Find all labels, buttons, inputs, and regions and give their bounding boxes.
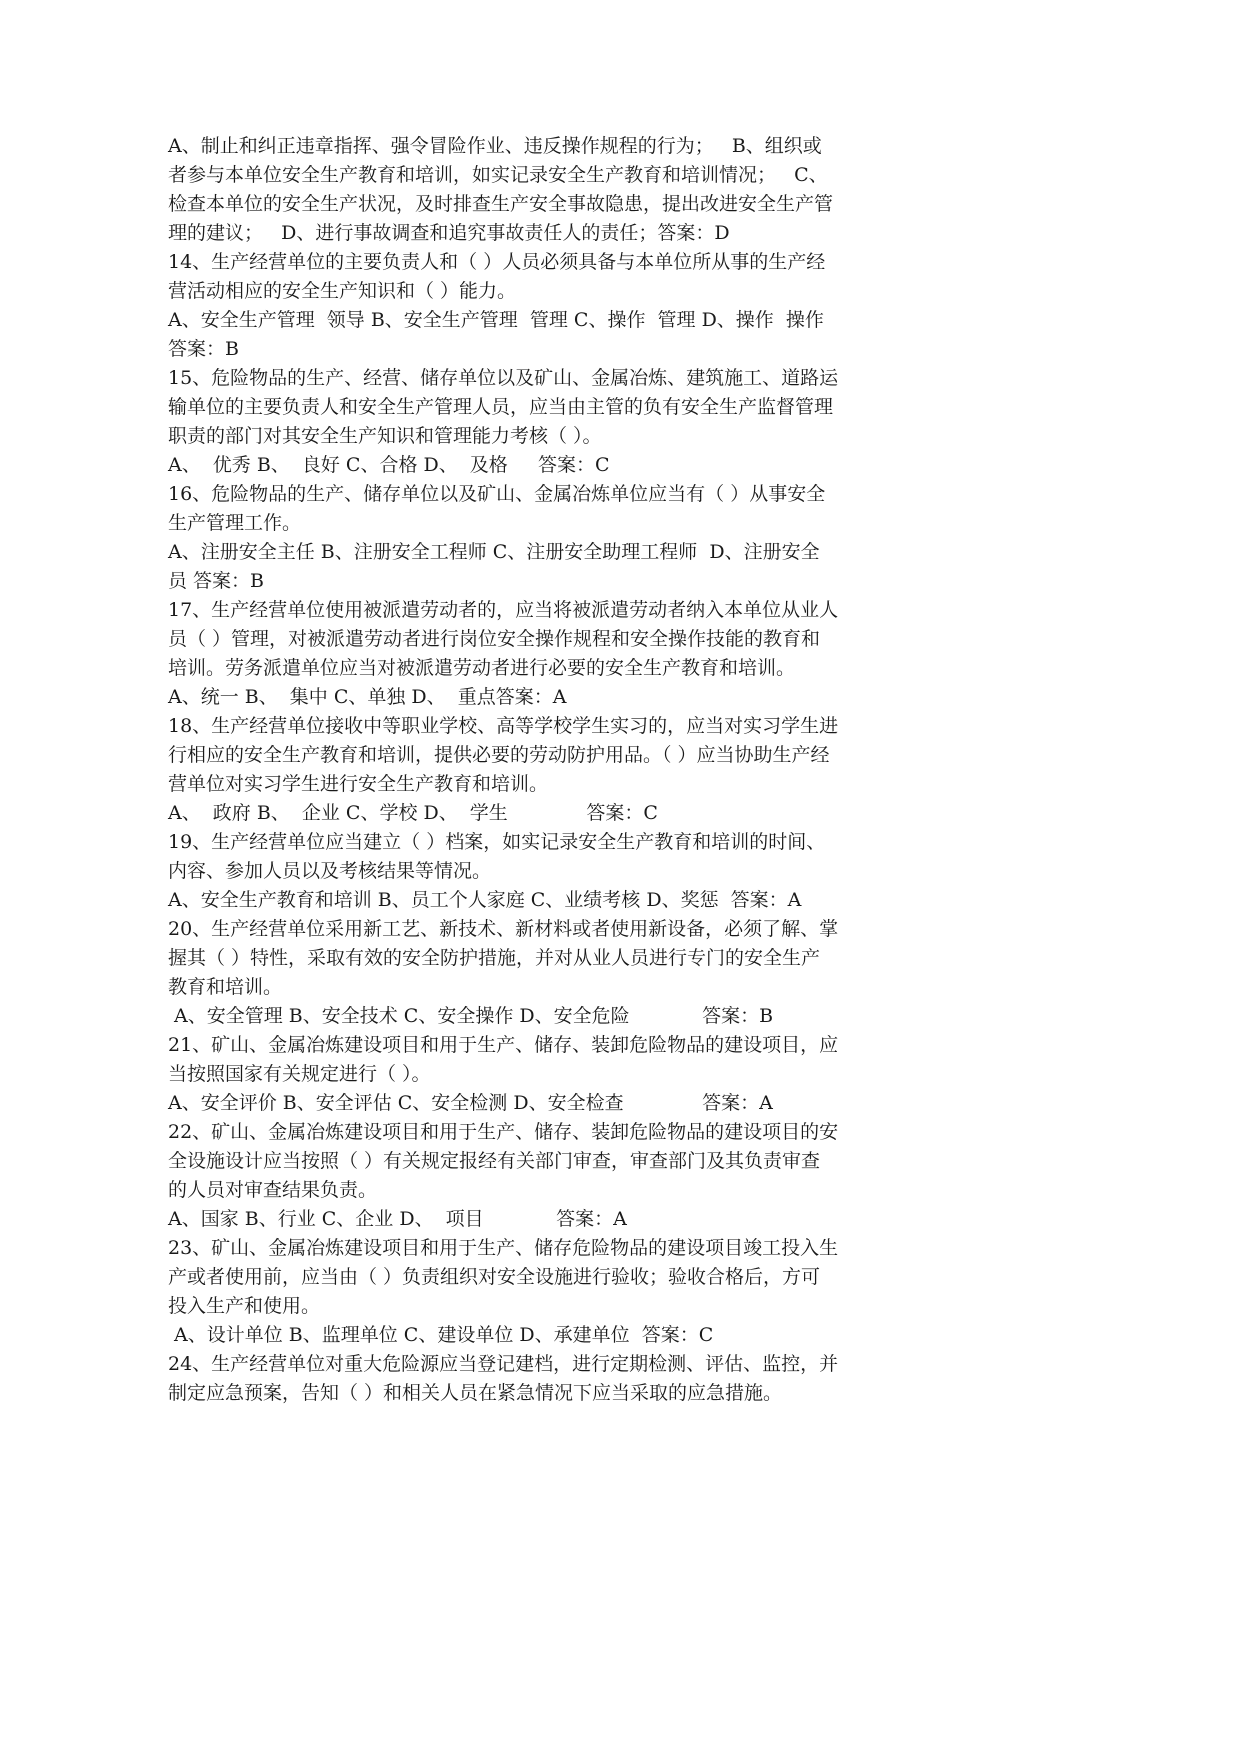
question-19-line: 19、生产经营单位应当建立（ ）档案，如实记录安全生产教育和培训的时间、: [168, 831, 826, 853]
text-line: 产或者使用前，应当由（ ）负责组织对安全设施进行验收；验收合格后，方可: [168, 1266, 821, 1288]
text-line: 的人员对审查结果负责。: [168, 1179, 378, 1201]
text-line: 职责的部门对其安全生产知识和管理能力考核（ ）。: [168, 425, 602, 447]
text-line: 检查本单位的安全生产状况，及时排查生产安全事故隐患，提出改进安全生产管: [168, 193, 834, 215]
text-line: 输单位的主要负责人和安全生产管理人员，应当由主管的负有安全生产监督管理: [168, 396, 834, 418]
question-15-line: 15、危险物品的生产、经营、储存单位以及矿山、金属冶炼、建筑施工、道路运: [168, 367, 839, 389]
options-line: A、安全生产管理 领导 B、安全生产管理 管理 C、操作 管理 D、操作 操作: [168, 309, 824, 331]
text-line: 制定应急预案，告知（ ）和相关人员在紧急情况下应当采取的应急措施。: [168, 1382, 783, 1404]
options-line: A、 优秀 B、 良好 C、合格 D、 及格 答案：C: [168, 454, 610, 476]
question-17-line: 17、生产经营单位使用被派遣劳动者的，应当将被派遣劳动者纳入本单位从业人: [168, 599, 839, 621]
text-line: 员（ ）管理，对被派遣劳动者进行岗位安全操作规程和安全操作技能的教育和: [168, 628, 821, 650]
text-line: 握其（ ）特性，采取有效的安全防护措施，并对从业人员进行专门的安全生产: [168, 947, 821, 969]
text-line: 生产管理工作。: [168, 512, 302, 534]
document-body: [168, 132, 948, 1408]
answer-line: 答案：B: [168, 338, 239, 360]
options-line: A、安全管理 B、安全技术 C、安全操作 D、安全危险 答案：B: [168, 1005, 774, 1027]
text-line: 教育和培训。: [168, 976, 283, 998]
text-line: 行相应的安全生产教育和培训，提供必要的劳动防护用品。（ ）应当协助生产经: [168, 744, 830, 766]
text-line: 者参与本单位安全生产教育和培训，如实记录安全生产教育和培训情况； C、: [168, 164, 828, 186]
text-line: 投入生产和使用。: [168, 1295, 321, 1317]
options-line: A、注册安全主任 B、注册安全工程师 C、注册安全助理工程师 D、注册安全: [168, 541, 820, 563]
question-24-line: 24、生产经营单位对重大危险源应当登记建档，进行定期检测、评估、监控，并: [168, 1353, 839, 1375]
options-line: A、统一 B、 集中 C、单独 D、 重点答案：A: [168, 686, 567, 708]
text-line: 培训。劳务派遣单位应当对被派遣劳动者进行必要的安全生产教育和培训。: [168, 657, 796, 679]
options-line: A、设计单位 B、监理单位 C、建设单位 D、承建单位 答案：C: [168, 1324, 714, 1346]
options-line: A、 政府 B、 企业 C、学校 D、 学生 答案：C: [168, 802, 658, 824]
question-20-line: 20、生产经营单位采用新工艺、新技术、新材料或者使用新设备，必须了解、掌: [168, 918, 839, 940]
text-line: A、制止和纠正违章指挥、强令冒险作业、违反操作规程的行为； B、组织或: [168, 135, 822, 157]
question-21-line: 21、矿山、金属冶炼建设项目和用于生产、储存、装卸危险物品的建设项目，应: [168, 1034, 839, 1056]
question-18-line: 18、生产经营单位接收中等职业学校、高等学校学生实习的，应当对实习学生进: [168, 715, 839, 737]
text-line: 营活动相应的安全生产知识和（ ）能力。: [168, 280, 517, 302]
text-line: 内容、参加人员以及考核结果等情况。: [168, 860, 492, 882]
question-22-line: 22、矿山、金属冶炼建设项目和用于生产、储存、装卸危险物品的建设项目的安: [168, 1121, 839, 1143]
question-16-line: 16、危险物品的生产、储存单位以及矿山、金属冶炼单位应当有（ ）从事安全: [168, 483, 826, 505]
answer-line: 员 答案：B: [168, 570, 265, 592]
options-line: A、安全评价 B、安全评估 C、安全检测 D、安全检查 答案：A: [168, 1092, 773, 1114]
options-line: A、安全生产教育和培训 B、员工个人家庭 C、业绩考核 D、奖惩 答案：A: [168, 889, 802, 911]
text-line: 当按照国家有关规定进行（ ）。: [168, 1063, 431, 1085]
text-line: 全设施设计应当按照（ ）有关规定报经有关部门审查，审查部门及其负责审查: [168, 1150, 821, 1172]
text-line: 营单位对实习学生进行安全生产教育和培训。: [168, 773, 549, 795]
question-14-line: 14、生产经营单位的主要负责人和（ ）人员必须具备与本单位所从事的生产经: [168, 251, 826, 273]
options-line: A、国家 B、行业 C、企业 D、 项目 答案：A: [168, 1208, 627, 1230]
text-line: 理的建议； D、进行事故调查和追究事故责任人的责任；答案：D: [168, 222, 730, 244]
question-23-line: 23、矿山、金属冶炼建设项目和用于生产、储存危险物品的建设项目竣工投入生: [168, 1237, 839, 1259]
